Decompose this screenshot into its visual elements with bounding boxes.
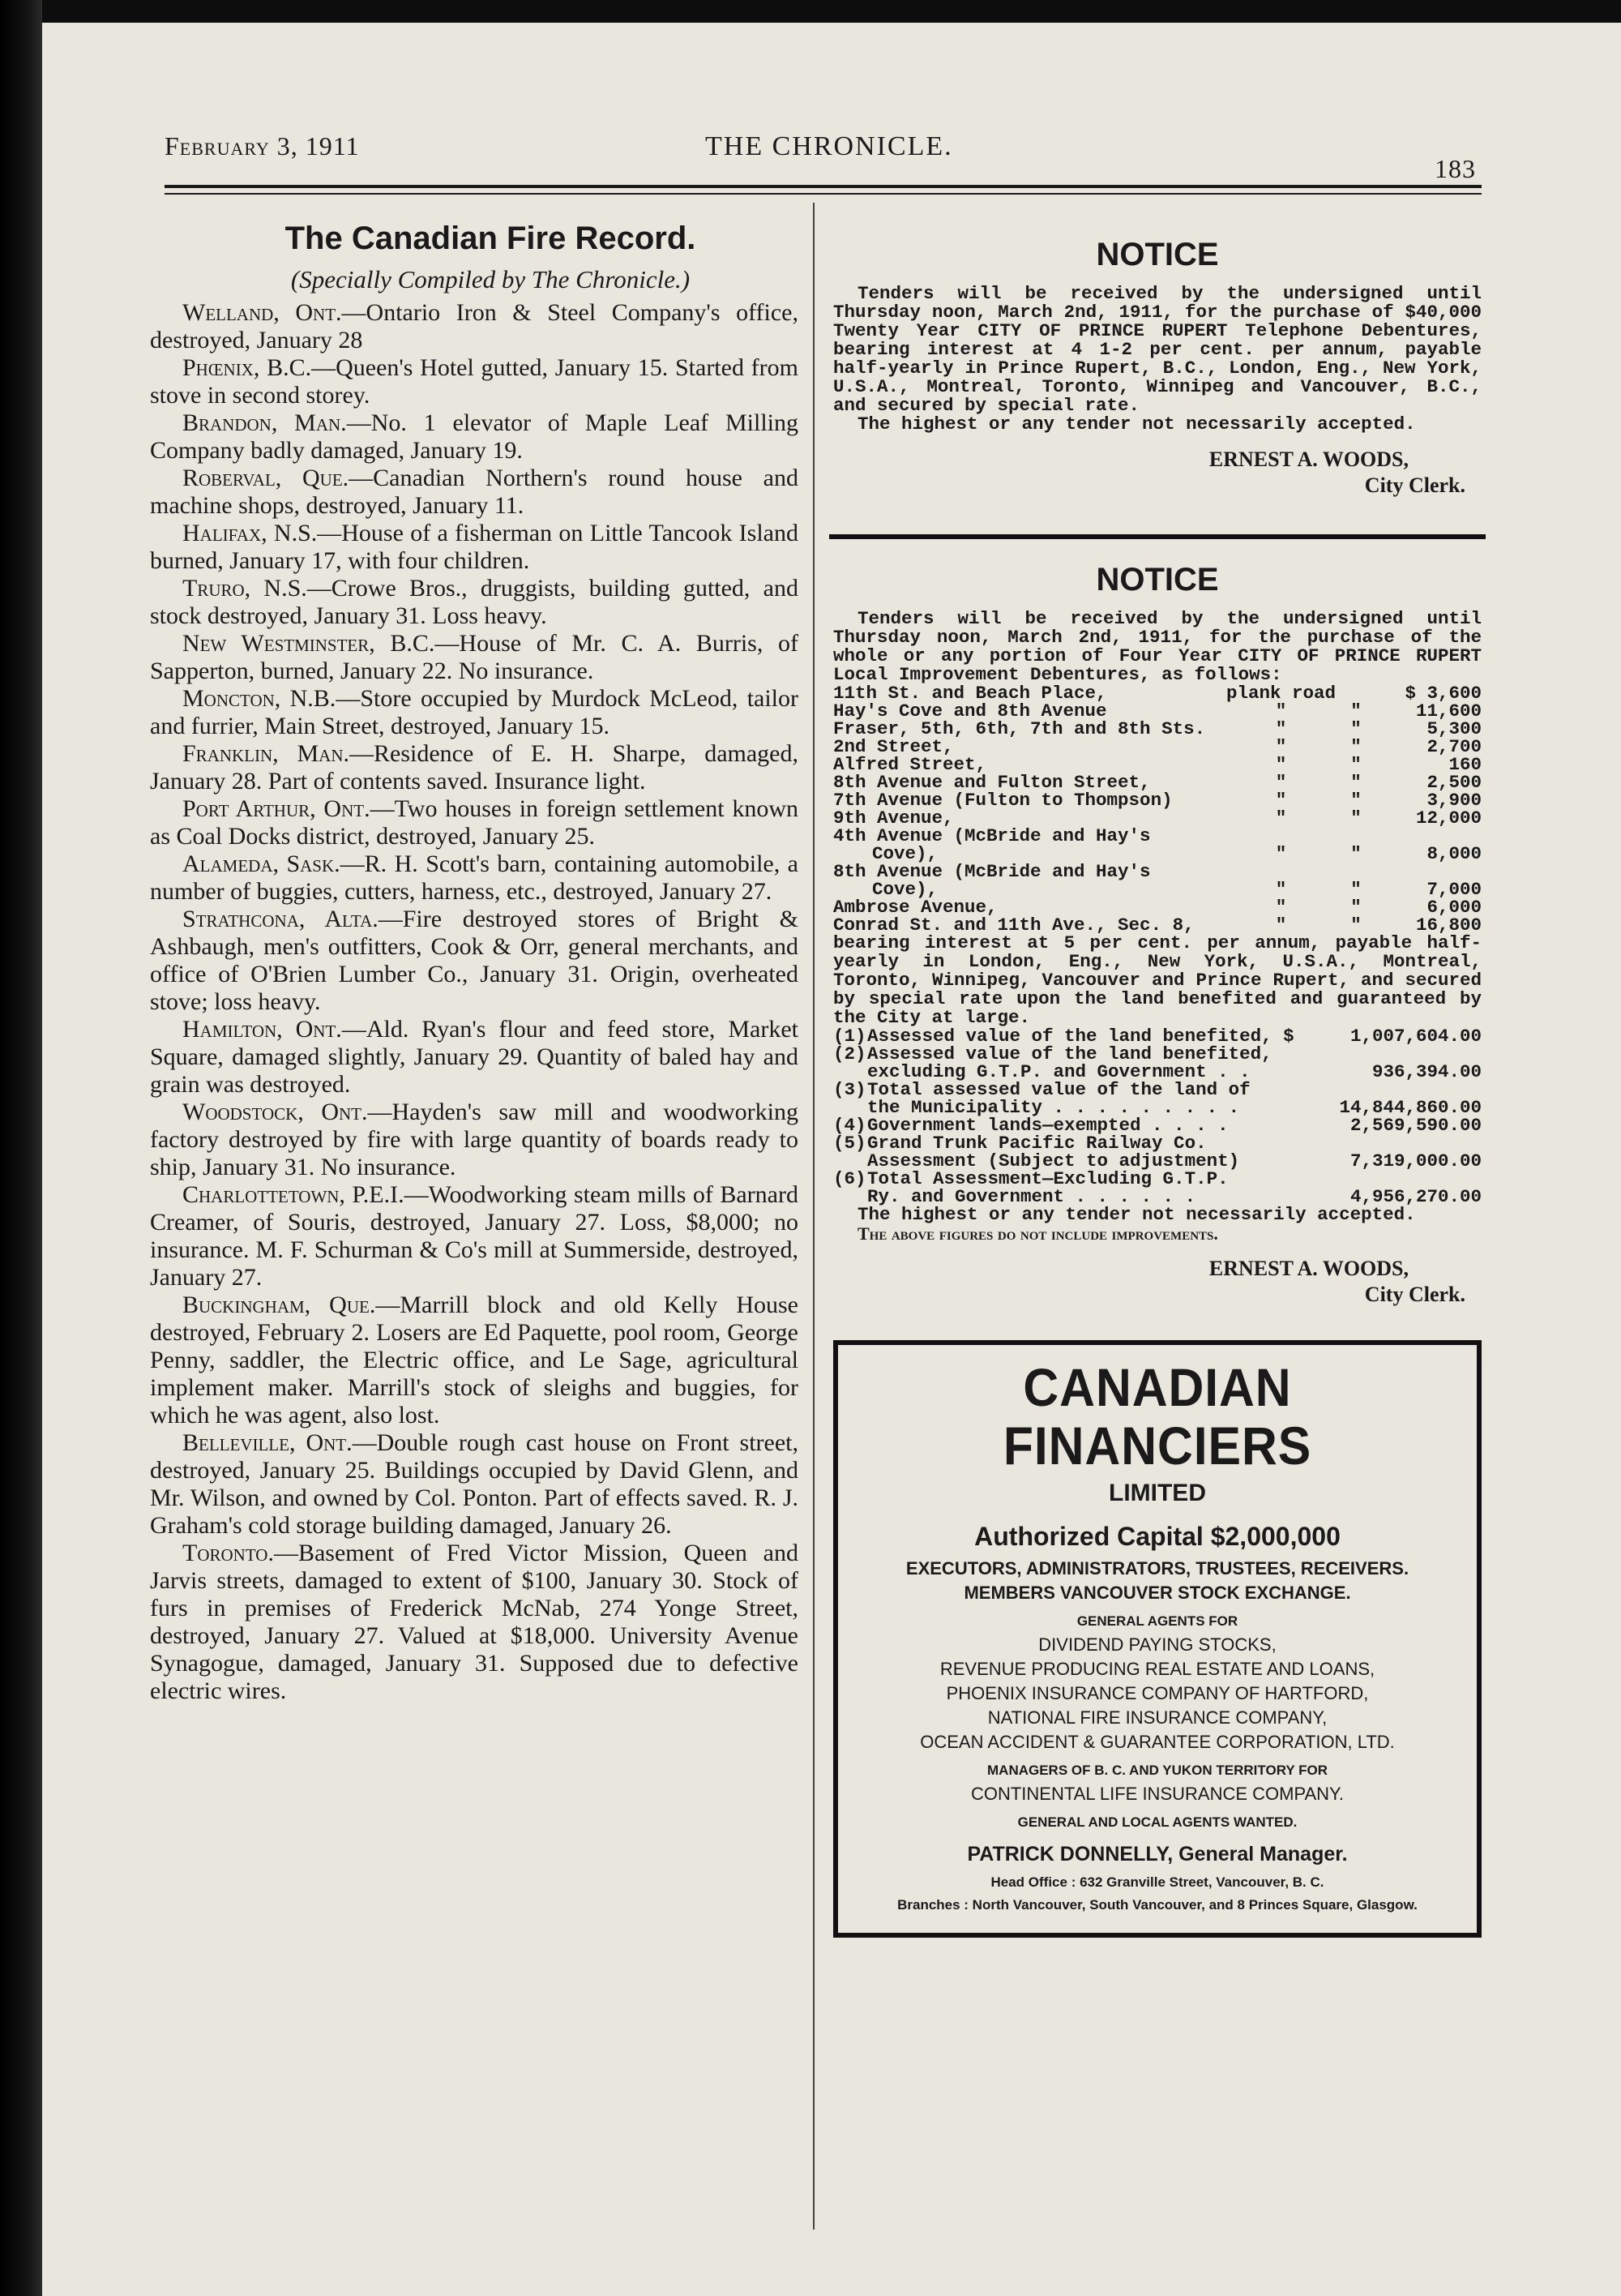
fire-entry-place: Alameda, Sask.	[182, 850, 340, 877]
ad-agencies	[846, 1633, 1469, 1754]
debenture-amount: 2,500	[1426, 772, 1482, 793]
fire-entry-text: —Ald. Ryan's flour and feed store, Market Square, damaged slightly, January 29. Quantity of baled hay and grain was destroyed.	[150, 1016, 799, 1098]
figure-row	[833, 1081, 1482, 1099]
header-date: February 3, 1911	[165, 131, 360, 161]
debenture-d2	[1336, 827, 1376, 845]
header-rule-thin	[165, 193, 1482, 195]
notice2-title: NOTICE	[1096, 562, 1219, 598]
fire-entry-place: Strathcona, Alta.	[182, 906, 379, 932]
debenture-table	[833, 684, 1482, 934]
fire-entry	[150, 740, 798, 795]
debenture-amount: 6,000	[1426, 897, 1482, 918]
figure-value	[1319, 1045, 1482, 1063]
fire-entry-place: Halifax, N.S.	[182, 520, 318, 546]
fire-entry-text: —Crowe Bros., druggists, building gutted, and stock destroyed, January 31. Loss heavy.	[150, 575, 798, 629]
debenture-street: Ambrose Avenue,	[833, 897, 998, 918]
figure-value	[1319, 1134, 1482, 1152]
debenture-row	[833, 827, 1482, 845]
debenture-street: Hay's Cove and 8th Avenue	[833, 700, 1107, 722]
figure-label: Assessment (Subject to adjustment)	[867, 1150, 1240, 1172]
fire-entry-place: New Westminster, B.C.	[182, 630, 435, 657]
debenture-d1	[1226, 863, 1336, 880]
fire-entry	[150, 630, 798, 685]
ad-manager: PATRICK DONNELLY, General Manager.	[967, 1843, 1348, 1866]
debenture-d2: "	[1350, 736, 1362, 757]
debenture-street: 2nd Street,	[833, 736, 954, 757]
debenture-street: 4th Avenue (McBride and Hay's	[833, 825, 1151, 846]
debenture-row	[833, 809, 1482, 827]
fire-entry	[150, 354, 798, 409]
notice1-body	[833, 285, 1482, 434]
fire-entry-text: —Basement of Fred Victor Mission, Queen and Jarvis streets, damaged to extent of $100, January 30. Stock of furs in premises of Frederick McNab, 274 Yonge Street, destroyed, January 27. Valued at $18,000. University Avenue Synagogue, damaged, January 31. Supposed due to defective electric wires.	[150, 1540, 798, 1704]
figure-value: 2,569,590.00	[1349, 1115, 1482, 1136]
debenture-d2: "	[1350, 718, 1362, 739]
notices-column	[833, 212, 1482, 1938]
debenture-street: Conrad St. and 11th Ave., Sec. 8,	[833, 915, 1195, 936]
fire-entry-place: Welland, Ont.	[182, 299, 342, 326]
figure-num: (5)	[833, 1133, 866, 1154]
fire-record-list	[150, 299, 798, 1705]
figure-value: 936,394.00	[1371, 1061, 1482, 1082]
debenture-d2: "	[1350, 897, 1362, 918]
debenture-amount: 11,600	[1415, 700, 1482, 722]
figure-row	[833, 1188, 1482, 1206]
ad-branches: Branches : North Vancouver, South Vancouver, and 8 Princes Square, Glasgow.	[897, 1897, 1418, 1913]
header-title: THE CHRONICLE.	[705, 131, 953, 161]
fire-entry	[150, 1099, 798, 1181]
fire-entry	[150, 1181, 798, 1292]
debenture-row	[833, 898, 1482, 916]
fire-entry	[150, 299, 798, 354]
fire-entry-place: Brandon, Man.	[182, 409, 347, 436]
fire-record-column	[150, 212, 798, 1705]
figure-value: 7,319,000.00	[1349, 1150, 1482, 1172]
notice2-signer-title: City Clerk.	[1364, 1283, 1465, 1306]
debenture-d2: "	[1350, 700, 1362, 722]
figure-label: Total assessed value of the land of	[867, 1079, 1251, 1100]
debenture-amount: 2,700	[1426, 736, 1482, 757]
figure-row	[833, 1134, 1482, 1152]
debenture-street: 11th St. and Beach Place,	[833, 683, 1107, 704]
fire-entry-place: Hamilton, Ont.	[182, 1016, 342, 1043]
fire-entry-place: Truro, N.S.	[182, 575, 307, 602]
ad-managers: MANAGERS OF B. C. AND YUKON TERRITORY FOR	[987, 1763, 1328, 1778]
notice2-closing: The highest or any tender not necessarily accepted.	[858, 1204, 1416, 1225]
notice2-signature	[833, 1256, 1482, 1308]
figure-num	[833, 1099, 867, 1116]
ad-agency-line: OCEAN ACCIDENT & GUARANTEE CORPORATION, LTD.	[920, 1732, 1395, 1752]
figure-label: Assessed value of the land benefited, $	[867, 1026, 1294, 1047]
debenture-amount	[1376, 863, 1482, 880]
fire-entry-place: Phœnix, B.C.	[182, 354, 312, 381]
fire-entry-text: —Queen's Hotel gutted, January 15. Started from stove in second storey.	[150, 354, 798, 409]
debenture-d1: "	[1275, 754, 1287, 775]
debenture-d2: "	[1350, 879, 1362, 900]
fire-entry-text: —Canadian Northern's round house and machine shops, destroyed, January 11.	[150, 465, 798, 519]
fire-entry	[150, 906, 798, 1016]
debenture-d2: "	[1350, 807, 1362, 829]
debenture-d1: plank road	[1225, 683, 1336, 704]
figure-row	[833, 1116, 1482, 1134]
debenture-street: 9th Avenue,	[833, 807, 954, 829]
debenture-row	[833, 720, 1482, 738]
ad-general-agents: GENERAL AGENTS FOR	[1076, 1613, 1238, 1629]
figure-value	[1319, 1170, 1482, 1188]
ad-capital: Authorized Capital $2,000,000	[974, 1522, 1341, 1551]
debenture-d1: "	[1275, 772, 1287, 793]
figure-label: excluding G.T.P. and Government . .	[867, 1061, 1251, 1082]
debenture-d1: "	[1275, 736, 1287, 757]
fire-entry-place: Roberval, Que.	[182, 465, 349, 491]
fire-record-title: The Canadian Fire Record.	[284, 221, 696, 256]
fire-entry-place: Charlottetown, P.E.I.	[182, 1181, 404, 1208]
debenture-d2	[1336, 863, 1376, 880]
fire-entry-text: —House of a fisherman on Little Tancook Island burned, January 17, with four children.	[150, 520, 798, 574]
fire-entry	[150, 685, 798, 740]
fire-record-subtitle: (Specially Compiled by The Chronicle.)	[290, 265, 691, 293]
fire-entry	[150, 795, 798, 850]
debenture-d1: "	[1275, 897, 1287, 918]
figure-label: Grand Trunk Pacific Railway Co.	[867, 1133, 1207, 1154]
debenture-d1: "	[1275, 718, 1287, 739]
debenture-d2: "	[1350, 790, 1362, 811]
assessment-figures-table	[833, 1027, 1482, 1206]
fire-entry-place: Moncton, N.B.	[182, 685, 336, 712]
debenture-row	[833, 791, 1482, 809]
debenture-d2: "	[1350, 915, 1362, 936]
fire-entry-text: —Store occupied by Murdock McLeod, tailor and furrier, Main Street, destroyed, January 15.	[150, 685, 799, 739]
fire-entry-text: —Double rough cast house on Front street, destroyed, January 25. Buildings occupied by David Glenn, and Mr. Wilson, and owned by Col. Ponton. Part of effects saved. R. J. Graham's cold storage building damaged, January 26.	[150, 1429, 798, 1539]
fire-entry-text: —Marrill block and old Kelly House destroyed, February 2. Losers are Ed Paquette, pool room, George Penny, saddler, the Electric office, and Le Sage, agricultural implement maker. Marrill's stock of sleighs and buggies, for which he was agent, also lost.	[150, 1292, 798, 1429]
debenture-d1	[1226, 827, 1336, 845]
figure-value: 1,007,604.00	[1349, 1026, 1482, 1047]
page-number: 183	[1435, 154, 1476, 183]
debenture-row	[833, 684, 1482, 702]
fire-entry-text: —Ontario Iron & Steel Company's office, destroyed, January 28	[150, 299, 798, 353]
notice2-terms: bearing interest at 5 per cent. per annum, payable half-yearly in London, Eng., New York, U.S.A., Montreal, Toronto, Winnipeg, Vancouver and Prince Rupert, and secured by special rate upon the land benefited and guaranteed by the City at large.	[833, 932, 1482, 1028]
ad-limited: LIMITED	[1109, 1480, 1206, 1506]
fire-entry-place: Belleville, Ont.	[182, 1429, 353, 1456]
fire-entry	[150, 575, 798, 630]
debenture-row	[833, 863, 1482, 880]
fire-entry-place: Woodstock, Ont.	[182, 1099, 368, 1125]
debenture-d2	[1336, 684, 1376, 702]
figure-label: Total Assessment—Excluding G.T.P.	[867, 1168, 1229, 1189]
debenture-amount: 12,000	[1415, 807, 1482, 829]
advertisement-box	[833, 1340, 1482, 1938]
figure-num	[833, 1152, 867, 1170]
debenture-d1: "	[1275, 700, 1287, 722]
fire-entry-text: —Residence of E. H. Sharpe, damaged, January 28. Part of contents saved. Insurance light.	[150, 740, 798, 795]
notice2-intro: Tenders will be received by the undersigned until Thursday noon, March 2nd, 1911, for the purchase of the whole or any portion of Four Year CITY OF PRINCE RUPERT Local Improvement Debentures, as follows:	[833, 608, 1482, 685]
fire-entry-place: Buckingham, Que.	[182, 1292, 376, 1318]
figure-value	[1319, 1081, 1482, 1099]
debenture-street: Fraser, 5th, 6th, 7th and 8th Sts.	[833, 718, 1206, 739]
fire-entry-text: —Fire destroyed stores of Bright & Ashbaugh, men's outfitters, Cook & Orr, general merchants, and office of O'Brien Lumber Co., January 31. Origin, overheated stove; loss heavy.	[150, 906, 798, 1015]
notice2-terms-block	[833, 934, 1482, 1027]
debenture-row	[833, 880, 1482, 898]
notice2-signer: ERNEST A. WOODS,	[1208, 1257, 1409, 1280]
figure-value: 14,844,860.00	[1339, 1097, 1482, 1118]
notice1-title: NOTICE	[1096, 237, 1219, 272]
fire-entry-text: —No. 1 elevator of Maple Leaf Milling Company badly damaged, January 19.	[150, 409, 798, 464]
fire-entry-place: Franklin, Man.	[182, 740, 350, 767]
ad-agency-line: REVENUE PRODUCING REAL ESTATE AND LOANS,	[939, 1659, 1375, 1679]
debenture-street: Cove),	[872, 879, 939, 900]
figure-num: (3)	[833, 1079, 866, 1100]
figure-row	[833, 1152, 1482, 1170]
fire-entry-text: —Hayden's saw mill and woodworking factory destroyed by fire with large quantity of boards ready to ship, January 31. No insurance.	[150, 1099, 799, 1180]
fire-entry	[150, 409, 798, 465]
debenture-row	[833, 773, 1482, 791]
fire-entry	[150, 465, 798, 520]
fire-entry	[150, 850, 798, 906]
fire-entry	[150, 1292, 798, 1429]
ad-roles: EXECUTORS, ADMINISTRATORS, TRUSTEES, RECEIVERS.	[905, 1558, 1409, 1578]
header-rule	[165, 185, 1482, 188]
ad-head-office: Head Office : 632 Granville Street, Vancouver, B. C.	[990, 1874, 1324, 1890]
figure-num	[833, 1188, 867, 1206]
fire-entry-text: —Woodworking steam mills of Barnard Creamer, of Souris, destroyed, January 27. Loss, $8,000; no insurance. M. F. Schurman & Co's mill at Summerside, destroyed, January 27.	[150, 1181, 798, 1291]
figure-row	[833, 1170, 1482, 1188]
debenture-amount: 5,300	[1426, 718, 1482, 739]
debenture-d1: "	[1275, 790, 1287, 811]
debenture-street: Cove),	[872, 843, 939, 864]
debenture-row	[833, 702, 1482, 720]
debenture-amount: 7,000	[1426, 879, 1482, 900]
fire-entry	[150, 1016, 798, 1099]
debenture-street: 7th Avenue (Fulton to Thompson)	[833, 790, 1173, 811]
figure-num: (1)	[833, 1026, 866, 1047]
figure-value: 4,956,270.00	[1349, 1186, 1482, 1207]
fire-entry-text: —House of Mr. C. A. Burris, of Sapperton, burned, January 22. No insurance.	[150, 630, 798, 684]
debenture-amount: $ 3,600	[1405, 683, 1482, 704]
debenture-d1: "	[1275, 879, 1287, 900]
debenture-amount: 3,900	[1426, 790, 1482, 811]
figure-row	[833, 1027, 1482, 1045]
debenture-d1: "	[1275, 807, 1287, 829]
notice-separator	[829, 534, 1486, 539]
debenture-street: 8th Avenue and Fulton Street,	[833, 772, 1151, 793]
figure-row	[833, 1063, 1482, 1081]
debenture-d2: "	[1350, 772, 1362, 793]
notice2-body	[833, 610, 1482, 684]
debenture-row	[833, 756, 1482, 773]
ad-agency-line: PHOENIX INSURANCE COMPANY OF HARTFORD,	[946, 1683, 1369, 1703]
ad-continental: CONTINENTAL LIFE INSURANCE COMPANY.	[970, 1784, 1345, 1804]
figure-row	[833, 1045, 1482, 1063]
debenture-street: 8th Avenue (McBride and Hay's	[833, 861, 1151, 882]
notice1-text: Tenders will be received by the undersigned until Thursday noon, March 2nd, 1911, for the purchase of $40,000 Twenty Year CITY OF PRINCE RUPERT Telephone Debentures, bearing interest at 4 1-2 per cent. per annum, payable half-yearly in Prince Rupert, B.C., London, Eng., New York, U.S.A., Montreal, Toronto, Winnipeg and Vancouver, B.C., and secured by special rate.	[833, 283, 1482, 416]
debenture-street: Alfred Street,	[833, 754, 987, 775]
debenture-amount: 8,000	[1426, 843, 1482, 864]
figure-label: Ry. and Government . . . . . .	[867, 1186, 1196, 1207]
figure-label: Government lands—exempted . . . .	[867, 1115, 1229, 1136]
figure-num: (2)	[833, 1043, 866, 1064]
column-divider	[813, 203, 815, 2230]
fire-entry	[150, 1429, 798, 1540]
ad-exchange: MEMBERS VANCOUVER STOCK EXCHANGE.	[964, 1583, 1351, 1603]
figure-row	[833, 1099, 1482, 1116]
fire-entry-place: Toronto.	[182, 1540, 274, 1566]
debenture-row	[833, 845, 1482, 863]
notice1-closing: The highest or any tender not necessarily accepted.	[858, 413, 1416, 435]
debenture-d1: "	[1275, 915, 1287, 936]
debenture-row	[833, 738, 1482, 756]
ad-agency-line: DIVIDEND PAYING STOCKS,	[1038, 1634, 1277, 1655]
debenture-row	[833, 916, 1482, 934]
debenture-amount: 160	[1448, 754, 1482, 775]
ad-agency-line: NATIONAL FIRE INSURANCE COMPANY,	[987, 1707, 1328, 1728]
ad-company-name: CANADIAN FINANCIERS	[1003, 1357, 1312, 1476]
fire-entry	[150, 1540, 798, 1705]
figure-num: (6)	[833, 1168, 866, 1189]
debenture-d2: "	[1350, 754, 1362, 775]
figure-num: (4)	[833, 1115, 866, 1136]
notice1-signer: ERNEST A. WOODS,	[1208, 448, 1409, 471]
notice2-closing-block	[833, 1206, 1482, 1243]
ad-wanted: GENERAL AND LOCAL AGENTS WANTED.	[1017, 1814, 1298, 1830]
fire-entry-place: Port Arthur, Ont.	[182, 795, 370, 822]
figure-label: the Municipality . . . . . . . . .	[867, 1097, 1240, 1118]
fire-entry	[150, 520, 798, 575]
figure-num	[833, 1063, 867, 1081]
figure-label: Assessed value of the land benefited,	[867, 1043, 1272, 1064]
debenture-d1: "	[1275, 843, 1287, 864]
debenture-amount	[1376, 827, 1482, 845]
notice1-signature	[833, 447, 1482, 499]
debenture-d2: "	[1350, 843, 1362, 864]
binding-spine	[0, 0, 42, 2296]
fire-entry-text: —R. H. Scott's barn, containing automobile, a number of buggies, cutters, harness, etc., destroyed, January 27.	[150, 850, 798, 905]
notice2-note: The above figures do not include improvements.	[858, 1223, 1218, 1244]
notice1-signer-title: City Clerk.	[1364, 473, 1465, 497]
fire-entry-text: —Two houses in foreign settlement known as Coal Docks district, destroyed, January 25.	[150, 795, 798, 850]
debenture-amount: 16,800	[1415, 915, 1482, 936]
